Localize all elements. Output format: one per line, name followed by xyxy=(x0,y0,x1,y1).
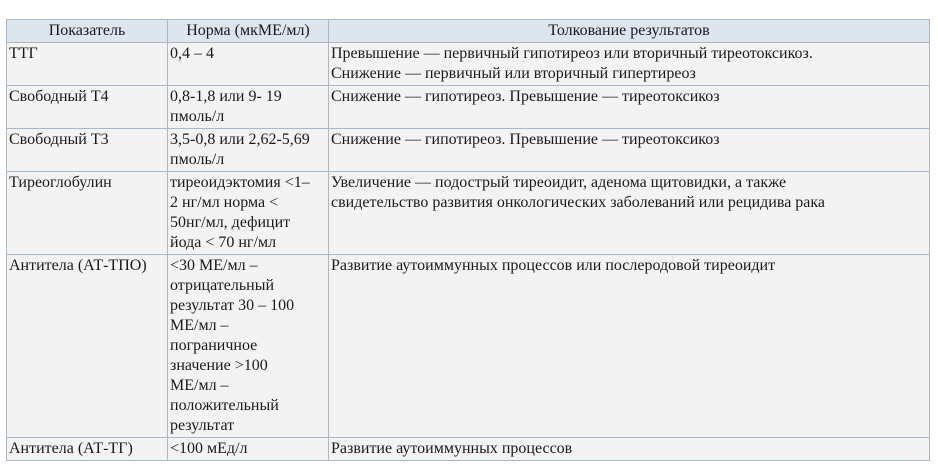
interpretation-line: Развитие аутоиммунных процессов xyxy=(331,440,573,457)
interpretation-line: свидетельство развития онкологических заболеваний или рецидива рака xyxy=(331,194,826,211)
interpretation-line: Развитие аутоиммунных процессов или послеродовой тиреоидит xyxy=(331,257,776,274)
norm-line: положительный xyxy=(170,397,279,414)
indicator-cell: Свободный Т3 xyxy=(7,129,168,172)
norm-line: пограничное xyxy=(170,337,258,354)
norm-cell xyxy=(168,86,329,129)
norm-line: результат 30 – 100 xyxy=(170,297,295,314)
indicator-cell: Свободный Т4 xyxy=(7,86,168,129)
norm-cell xyxy=(168,438,329,461)
norm-line: тиреоидэктомия <1– xyxy=(170,174,310,191)
norm-line: 0,8-1,8 или 9- 19 xyxy=(170,88,282,105)
interpretation-cell xyxy=(329,129,930,172)
norm-line: 50нг/мл, дефицит xyxy=(170,214,291,231)
indicator-cell: Антитела (АТ-ТГ) xyxy=(7,438,168,461)
interpretation-cell xyxy=(329,172,930,255)
interpretation-line: Снижение — первичный или вторичный гипертиреоз xyxy=(331,65,696,82)
norm-line: 0,4 – 4 xyxy=(170,45,214,62)
table-row xyxy=(7,129,930,172)
interpretation-cell xyxy=(329,255,930,438)
norm-line: пмоль/л xyxy=(170,151,225,168)
header-interpretation: Толкование результатов xyxy=(329,20,930,43)
norm-cell xyxy=(168,172,329,255)
thyroid-hormones-table xyxy=(6,19,930,461)
interpretation-cell xyxy=(329,438,930,461)
table-row xyxy=(7,172,930,255)
norm-line: отрицательный xyxy=(170,277,275,294)
header-norm: Норма (мкМЕ/мл) xyxy=(168,20,329,43)
header-indicator: Показатель xyxy=(7,20,168,43)
norm-line: МЕ/мл – xyxy=(170,377,229,394)
norm-line: результат xyxy=(170,417,235,434)
norm-line: МЕ/мл – xyxy=(170,317,229,334)
interpretation-line: Снижение — гипотиреоз. Превышение — тиреотоксикоз xyxy=(331,131,720,148)
table-header-row xyxy=(7,20,930,43)
indicator-cell: ТТГ xyxy=(7,43,168,86)
table-row xyxy=(7,438,930,461)
norm-line: 2 нг/мл норма < xyxy=(170,194,279,211)
norm-line: <100 мЕд/л xyxy=(170,440,248,457)
interpretation-cell xyxy=(329,43,930,86)
norm-line: пмоль/л xyxy=(170,108,225,125)
norm-cell xyxy=(168,43,329,86)
norm-line: значение >100 xyxy=(170,357,268,374)
norm-cell xyxy=(168,129,329,172)
norm-line: <30 МЕ/мл – xyxy=(170,257,258,274)
table-row xyxy=(7,43,930,86)
norm-line: йода < 70 нг/мл xyxy=(170,234,277,251)
indicator-cell: Тиреоглобулин xyxy=(7,172,168,255)
interpretation-cell xyxy=(329,86,930,129)
norm-cell xyxy=(168,255,329,438)
interpretation-line: Увеличение — подострый тиреоидит, аденома щитовидки, а также xyxy=(331,174,787,191)
table-row xyxy=(7,255,930,438)
norm-line: 3,5-0,8 или 2,62-5,69 xyxy=(170,131,310,148)
table-row xyxy=(7,86,930,129)
indicator-cell: Антитела (АТ-ТПО) xyxy=(7,255,168,438)
interpretation-line: Снижение — гипотиреоз. Превышение — тиреотоксикоз xyxy=(331,88,720,105)
interpretation-line: Превышение — первичный гипотиреоз или вторичный тиреотоксикоз. xyxy=(331,45,813,62)
